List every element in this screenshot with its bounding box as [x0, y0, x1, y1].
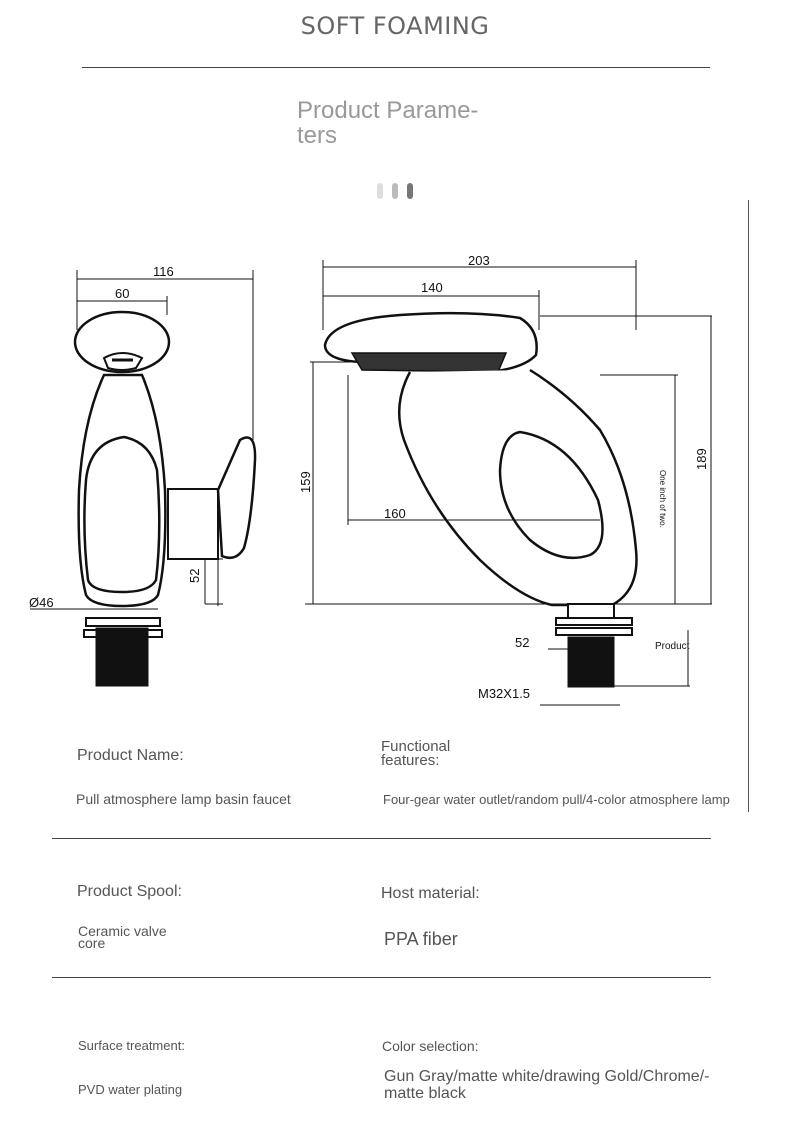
- page-header-title: SOFT FOAMING: [300, 12, 490, 40]
- dim-side-width-total: 116: [153, 264, 174, 279]
- dim-front-reach: 160: [384, 506, 406, 521]
- spec-material-label: Host material:: [381, 885, 480, 902]
- spec-spool-label: Product Spool:: [77, 883, 182, 900]
- spec-surface-label: Surface treatment:: [78, 1038, 185, 1053]
- carousel-dot-3[interactable]: [407, 183, 413, 199]
- spec-divider-2: [52, 977, 711, 978]
- carousel-dot-1[interactable]: [377, 183, 383, 199]
- dim-front-height-outlet: 159: [298, 471, 313, 493]
- spec-divider-1: [52, 838, 711, 839]
- spec-material-value: PPA fiber: [384, 929, 458, 949]
- spec-color-label: Color selection:: [382, 1038, 479, 1054]
- dim-front-thread: M32X1.5: [478, 686, 531, 701]
- dim-front-width-total: 203: [468, 253, 490, 268]
- spec-features-value: Four-gear water outlet/random pull/4-color atmosphere lamp: [383, 792, 730, 807]
- header-divider: [82, 67, 710, 68]
- dim-side-width-head: 60: [115, 286, 130, 301]
- spec-spool-value: Ceramic valve core: [78, 923, 167, 951]
- spec-name-value: Pull atmosphere lamp basin faucet: [76, 791, 291, 807]
- carousel-dot-2[interactable]: [392, 183, 398, 199]
- dim-side-height-handle: 52: [187, 568, 202, 583]
- spec-features-label: Functional features:: [381, 738, 451, 769]
- dim-front-note: One inch of two.: [658, 470, 667, 528]
- dim-front-height-total: 189: [694, 448, 709, 470]
- faucet-technical-drawing: [0, 240, 790, 710]
- spec-surface-value: PVD water plating: [78, 1082, 183, 1097]
- dim-side-diameter: Ø46: [29, 595, 54, 610]
- dim-front-base: 52: [515, 635, 530, 650]
- section-title: Product Parame- ters: [297, 97, 479, 149]
- dim-front-product: Product: [655, 641, 690, 652]
- spec-color-value: Gun Gray/matte white/drawing Gold/Chrome/- matte black: [384, 1068, 710, 1102]
- spec-name-label: Product Name:: [77, 747, 184, 764]
- dim-front-width-head: 140: [421, 280, 443, 295]
